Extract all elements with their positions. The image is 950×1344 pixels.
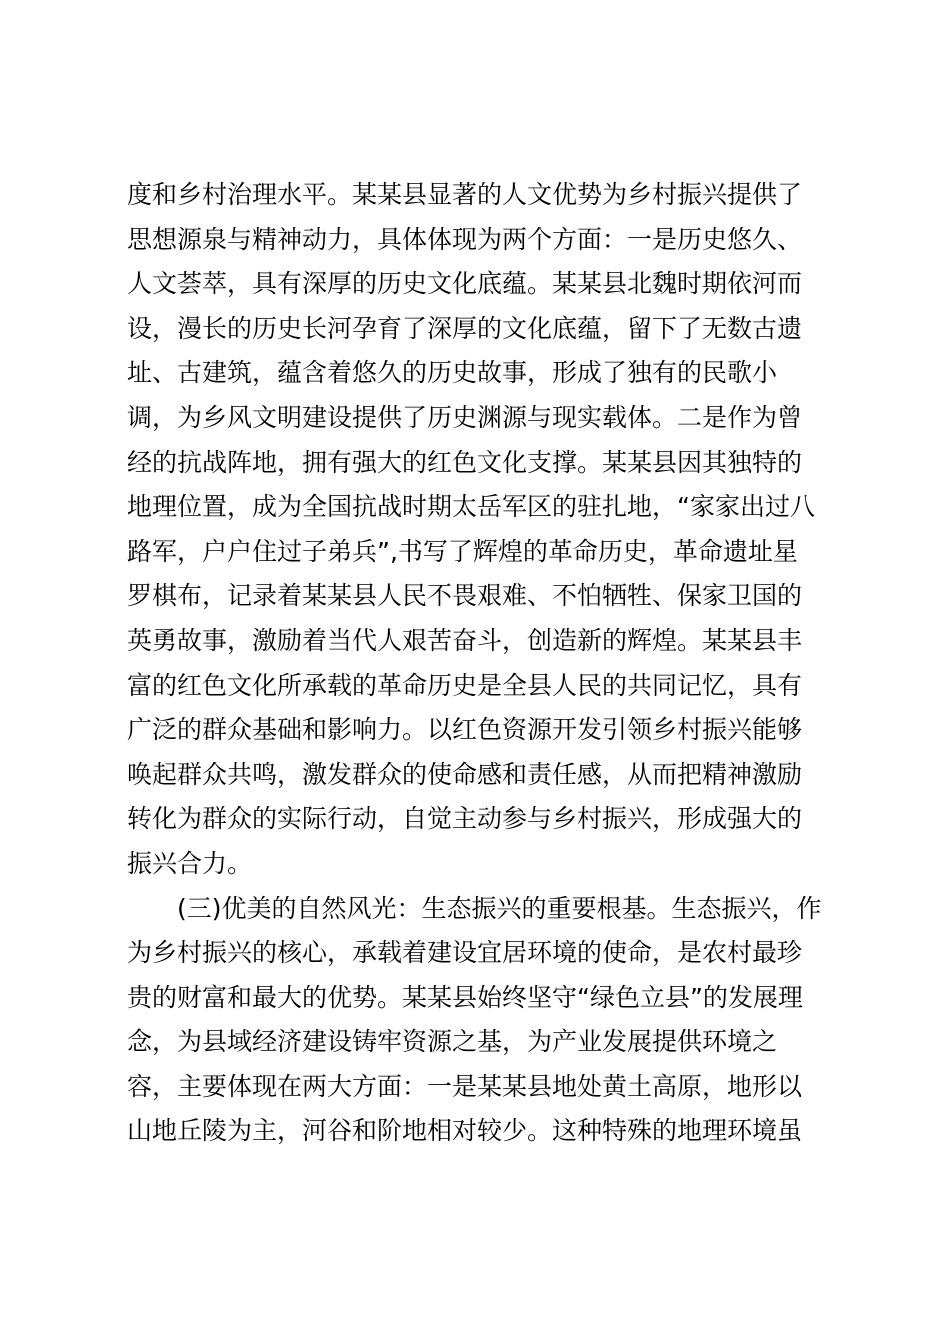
text-line: 设，漫长的历史长河孕育了深厚的文化底蕴，留下了无数古遗 xyxy=(127,313,803,343)
text-line: 度和乡村治理水平。某某县显著的人文优势为乡村振兴提供了 xyxy=(127,180,803,209)
text-line: 山地丘陵为主，河谷和阶地相对较少。这种特殊的地理环境虽 xyxy=(127,1116,803,1146)
text-line: 地理位置，成为全国抗战时期太岳军区的驻扎地，“家家出过八 xyxy=(127,492,815,522)
text-line: 英勇故事，激励着当代人艰苦奋斗，创造新的辉煌。某某县丰 xyxy=(127,625,803,655)
body-text xyxy=(127,173,827,1154)
text-line: 容，主要体现在两大方面：一是某某县地处黄土高原，地形以 xyxy=(127,1071,803,1101)
text-line: 念，为县域经济建设铸牢资源之基，为产业发展提供环境之 xyxy=(127,1027,778,1057)
text-line: 唤起群众共鸣，激发群众的使命感和责任感，从而把精神激励 xyxy=(127,759,803,789)
text-line: 路军，户户住过子弟兵”,书写了辉煌的革命历史，革命遗址星 xyxy=(127,536,798,566)
text-line: 罗棋布，记录着某某县人民不畏艰难、不怕牺牲、保家卫国的 xyxy=(127,581,803,611)
text-line: 人文荟萃，具有深厚的历史文化底蕴。某某县北魏时期依河而 xyxy=(127,269,803,299)
text-line: (三)优美的自然风光：生态振兴的重要根基。生态振兴，作 xyxy=(177,893,822,923)
text-line: 转化为群众的实际行动，自觉主动参与乡村振兴，形成强大的 xyxy=(127,804,803,834)
text-line: 思想源泉与精神动力，具体体现为两个方面：一是历史悠久、 xyxy=(127,224,803,254)
text-line: 广泛的群众基础和影响力。以红色资源开发引领乡村振兴能够 xyxy=(127,715,803,745)
text-line: 振兴合力。 xyxy=(127,848,253,878)
text-line: 富的红色文化所承载的革命历史是全县人民的共同记忆，具有 xyxy=(127,670,803,700)
text-line: 贵的财富和最大的优势。某某县始终坚守“绿色立县”的发展理 xyxy=(127,982,803,1012)
text-line: 调，为乡风文明建设提供了历史渊源与现实载体。二是作为曾 xyxy=(127,402,803,432)
text-line: 址、古建筑，蕴含着悠久的历史故事，形成了独有的民歌小 xyxy=(127,358,778,388)
text-line: 经的抗战阵地，拥有强大的红色文化支撑。某某县因其独特的 xyxy=(127,447,803,477)
text-line: 为乡村振兴的核心，承载着建设宜居环境的使命，是农村最珍 xyxy=(127,938,803,968)
